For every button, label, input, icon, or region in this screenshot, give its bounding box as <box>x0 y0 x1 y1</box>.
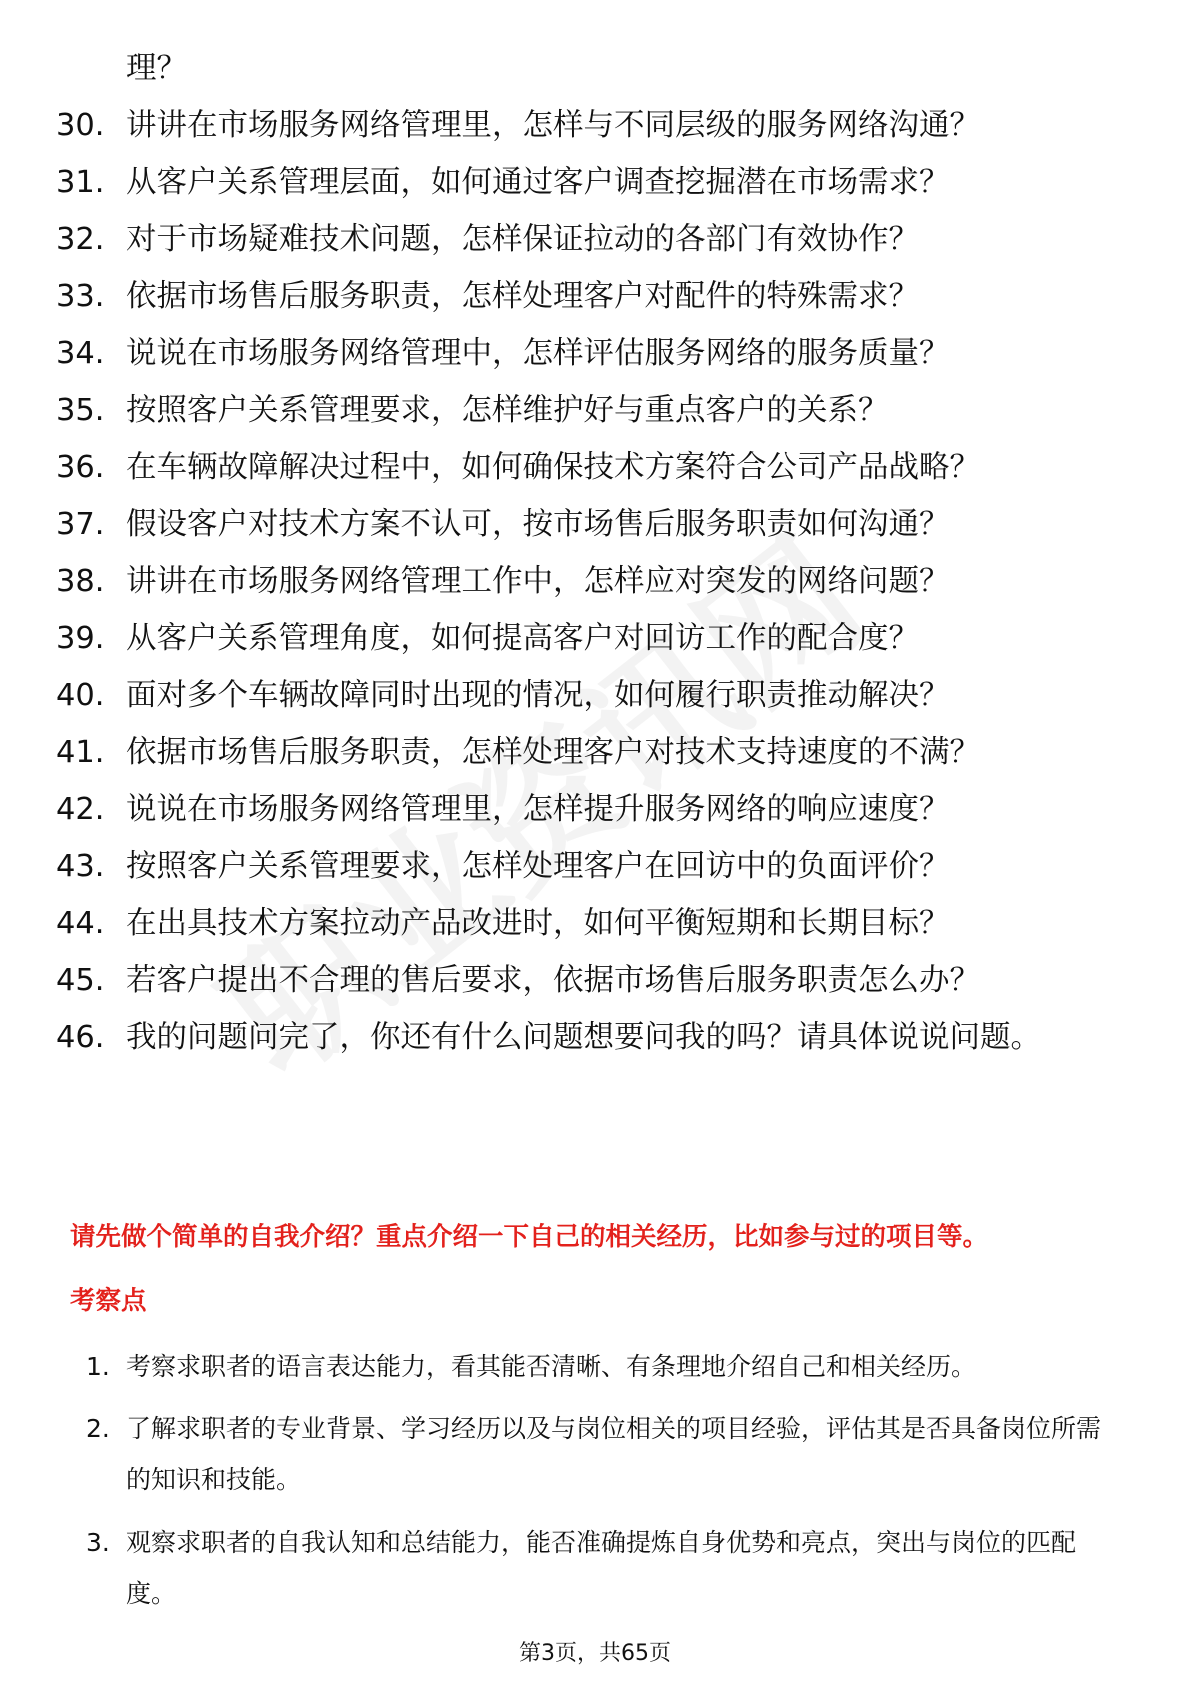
list-item <box>56 500 1136 549</box>
question-number: 34. <box>56 336 105 371</box>
list-item <box>56 671 1136 720</box>
question-text: 我的问题问完了，你还有什么问题想要问我的吗？请具体说说问题。 <box>126 1020 1041 1055</box>
question-text: 在车辆故障解决过程中，如何确保技术方案符合公司产品战略？ <box>126 450 980 485</box>
question-number: 44. <box>56 906 105 941</box>
question-continuation: 理？ <box>126 51 187 86</box>
section-title: 考察点 <box>70 1286 147 1316</box>
list-item <box>56 101 1136 150</box>
question-text: 说说在市场服务网络管理里，怎样提升服务网络的响应速度？ <box>126 792 950 827</box>
question-number: 31. <box>56 165 105 200</box>
list-item <box>56 272 1136 321</box>
page-footer: 第3页，共65页 <box>519 1641 671 1666</box>
list-item <box>56 1013 1136 1062</box>
question-number: 45. <box>56 963 105 998</box>
question-text: 若客户提出不合理的售后要求，依据市场售后服务职责怎么办？ <box>126 963 980 998</box>
list-item <box>56 614 1136 663</box>
point-text: 观察求职者的自我认知和总结能力，能否准确提炼自身优势和亮点，突出与岗位的匹配度。 <box>126 1528 1077 1608</box>
question-text: 在出具技术方案拉动产品改进时，如何平衡短期和长期目标？ <box>126 906 950 941</box>
question-text: 从客户关系管理层面，如何通过客户调查挖掘潜在市场需求？ <box>126 165 950 200</box>
question-number: 32. <box>56 222 105 257</box>
question-text: 对于市场疑难技术问题，怎样保证拉动的各部门有效协作？ <box>126 222 919 257</box>
list-item <box>86 1403 1116 1505</box>
question-number: 35. <box>56 393 105 428</box>
question-text: 从客户关系管理角度，如何提高客户对回访工作的配合度？ <box>126 621 919 656</box>
question-number: 36. <box>56 450 105 485</box>
list-item <box>56 557 1136 606</box>
list-item <box>56 386 1136 435</box>
question-text: 说说在市场服务网络管理中，怎样评估服务网络的服务质量？ <box>126 336 950 371</box>
list-item <box>56 215 1136 264</box>
list-item <box>86 1517 1116 1619</box>
point-number: 1. <box>86 1352 110 1381</box>
list-item <box>56 785 1136 834</box>
question-number: 33. <box>56 279 105 314</box>
question-text: 依据市场售后服务职责，怎样处理客户对技术支持速度的不满？ <box>126 735 980 770</box>
question-text: 依据市场售后服务职责，怎样处理客户对配件的特殊需求？ <box>126 279 919 314</box>
question-number: 46. <box>56 1020 105 1055</box>
interview-prompt: 请先做个简单的自我介绍？重点介绍一下自己的相关经历，比如参与过的项目等。 <box>70 1222 989 1252</box>
list-item <box>86 1341 1116 1392</box>
point-text: 考察求职者的语言表达能力，看其能否清晰、有条理地介绍自己和相关经历。 <box>126 1352 977 1381</box>
list-item <box>56 443 1136 492</box>
question-number: 40. <box>56 678 105 713</box>
list-item <box>56 728 1136 777</box>
question-number: 42. <box>56 792 105 827</box>
question-text: 讲讲在市场服务网络管理里，怎样与不同层级的服务网络沟通？ <box>126 108 980 143</box>
point-text: 了解求职者的专业背景、学习经历以及与岗位相关的项目经验，评估其是否具备岗位所需的知识和技能。 <box>126 1414 1102 1494</box>
question-number: 37. <box>56 507 105 542</box>
question-text: 面对多个车辆故障同时出现的情况，如何履行职责推动解决？ <box>126 678 950 713</box>
question-text: 讲讲在市场服务网络管理工作中，怎样应对突发的网络问题？ <box>126 564 950 599</box>
list-item <box>56 956 1136 1005</box>
question-text: 按照客户关系管理要求，怎样处理客户在回访中的负面评价？ <box>126 849 950 884</box>
question-number: 41. <box>56 735 105 770</box>
question-number: 39. <box>56 621 105 656</box>
question-text: 假设客户对技术方案不认可，按市场售后服务职责如何沟通？ <box>126 507 950 542</box>
point-number: 2. <box>86 1414 110 1443</box>
list-item <box>56 329 1136 378</box>
question-text: 按照客户关系管理要求，怎样维护好与重点客户的关系？ <box>126 393 889 428</box>
list-item <box>56 158 1136 207</box>
question-number: 43. <box>56 849 105 884</box>
list-item <box>56 842 1136 891</box>
point-number: 3. <box>86 1528 110 1557</box>
list-item <box>56 899 1136 948</box>
question-number: 30. <box>56 108 105 143</box>
question-number: 38. <box>56 564 105 599</box>
